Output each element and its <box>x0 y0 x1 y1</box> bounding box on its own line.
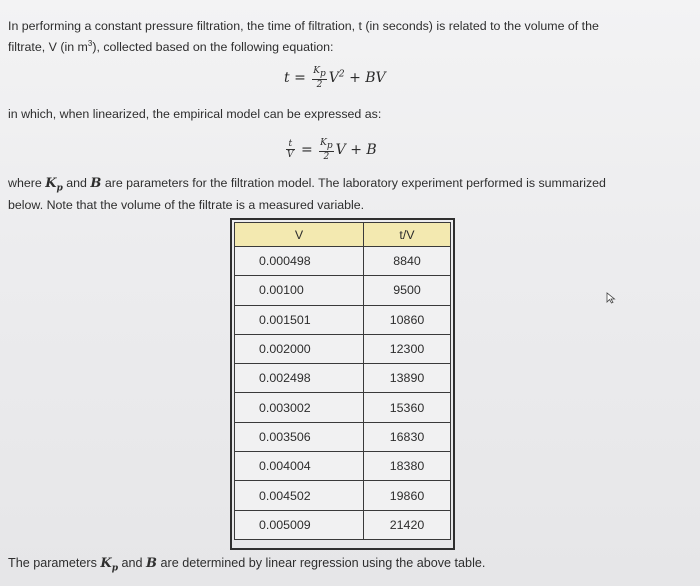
intro-paragraph <box>8 18 688 56</box>
cell-v: 0.003506 <box>235 422 364 451</box>
where-line-2: below. Note that the volume of the filtrate is a measured variable. <box>8 198 365 213</box>
cell-t-over-v: 12300 <box>364 334 451 363</box>
intro-line-2: filtrate, V (in $m^3$), collected based on the following equation: <box>8 39 334 55</box>
cell-t-over-v: 18380 <box>364 452 451 481</box>
intro-line-1: In performing a constant pressure filtration, the time of filtration, t (in seconds) is related to the volume of the <box>8 19 599 33</box>
table-row <box>235 452 451 481</box>
where-line-1: where $K_p$ and B are parameters for the filtration model. The laboratory experiment performed is summarized <box>8 176 606 194</box>
cell-v: 0.004004 <box>235 452 364 481</box>
equation-2-lhs-fraction: $\frac{t}{V}$ <box>287 139 294 161</box>
cell-t-over-v: 13890 <box>364 364 451 393</box>
cell-t-over-v: 21420 <box>364 510 451 539</box>
cell-t-over-v: 9500 <box>364 276 451 305</box>
table-row <box>235 334 451 363</box>
mouse-pointer-icon <box>606 292 616 304</box>
table-header-row <box>235 223 451 247</box>
equation-2-rhs-fraction: $\frac{K_p}{2}$ <box>320 138 333 162</box>
cell-v: 0.00100 <box>235 276 364 305</box>
cell-v: 0.005009 <box>235 510 364 539</box>
footer-text: The parameters $K_p$ and B are determined by linear regression using the above table. <box>8 556 486 574</box>
cell-v: 0.004502 <box>235 481 364 510</box>
header-t-over-v: t/V <box>364 223 451 247</box>
cell-v: 0.002498 <box>235 364 364 393</box>
cell-v: 0.003002 <box>235 393 364 422</box>
table-row <box>235 393 451 422</box>
table-row <box>235 247 451 276</box>
cell-v: 0.000498 <box>235 247 364 276</box>
table-row <box>235 364 451 393</box>
cell-v: 0.001501 <box>235 305 364 334</box>
equation-1-fraction: $\frac{K_p}{2}$ <box>313 66 326 90</box>
cell-t-over-v: 10860 <box>364 305 451 334</box>
where-paragraph <box>8 175 688 214</box>
data-table <box>234 222 451 540</box>
table-row <box>235 276 451 305</box>
equation-2: $\frac{t}{V}$ = $\frac{K_p}{2}$ V + B <box>287 138 377 162</box>
cell-t-over-v: 15360 <box>364 393 451 422</box>
cell-t-over-v: 19860 <box>364 481 451 510</box>
table-row <box>235 305 451 334</box>
header-v: V <box>235 223 364 247</box>
table-row <box>235 481 451 510</box>
equation-1: t = $\frac{K_p}{2}$ $V^2$ + BV <box>284 66 386 90</box>
cell-v: 0.002000 <box>235 334 364 363</box>
linearized-text: in which, when linearized, the empirical model can be expressed as: <box>8 107 382 121</box>
table-row <box>235 422 451 451</box>
table-row <box>235 510 451 539</box>
cell-t-over-v: 8840 <box>364 247 451 276</box>
cell-t-over-v: 16830 <box>364 422 451 451</box>
